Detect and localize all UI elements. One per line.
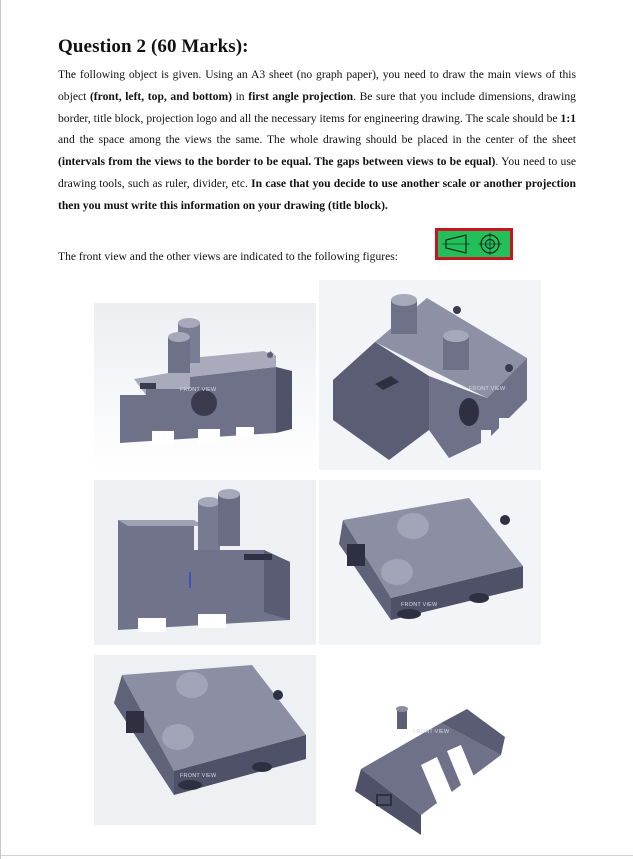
instructions-paragraph: [58, 64, 576, 217]
figure-view-6: [341, 695, 521, 845]
front-view-label-3: FRONT VIEW: [401, 602, 438, 608]
figure-view-2: [319, 280, 541, 470]
instr-text-4: and the space among the views the same. The whole drawing should be placed in the center of the sheet: [58, 133, 576, 147]
instr-bold-intervals: (intervals from the views to the border to be equal. The gaps between views to be equal): [58, 155, 496, 169]
first-angle-projection-logo: [435, 228, 513, 260]
isometric-part-image: [94, 655, 316, 825]
isometric-part-image: [319, 280, 541, 470]
instr-bold-views: (front, left, top, and bottom): [89, 89, 232, 103]
instr-text-3: . Be sure that you include dimensions, drawing border, title block, projection logo and all the necessary items for engineering drawing. The scale should be: [58, 89, 576, 125]
isometric-part-image: [94, 480, 316, 645]
question-title: Question 2 (60 Marks):: [58, 36, 249, 57]
front-view-label-2: FRONT VIEW: [469, 386, 506, 392]
front-view-label-5: FRONT VIEW: [413, 729, 450, 735]
isometric-part-image: [319, 480, 541, 645]
instr-text-5: . You need to use drawing tools, such as ruler, divider, etc.: [58, 155, 577, 190]
front-view-label-4: FRONT VIEW: [180, 773, 217, 779]
figure-view-3: [94, 480, 316, 645]
front-view-label-1: FRONT VIEW: [180, 387, 217, 393]
instr-text-1: The following object is given. Using an A3 sheet (no graph paper), you need to draw the main views of this object: [58, 68, 576, 103]
projection-symbol-icon: [438, 231, 510, 257]
figure-view-5: [94, 655, 316, 825]
instr-bold-projection: first angle projection: [248, 89, 354, 103]
page-bottom-edge: [1, 855, 633, 856]
figure-view-4: [319, 480, 541, 645]
instr-bold-scale: 1:1: [560, 111, 576, 125]
instr-bold-scale-note: In case that you decide to use another scale or another projection then you must write this information on your drawing (title block).: [58, 176, 576, 212]
isometric-part-image: [341, 695, 521, 845]
isometric-part-image: [94, 303, 316, 471]
figures-intro-text: The front view and the other views are indicated to the following figures:: [58, 250, 398, 263]
instr-text-2: in: [231, 89, 249, 103]
figure-view-1: [94, 303, 316, 471]
